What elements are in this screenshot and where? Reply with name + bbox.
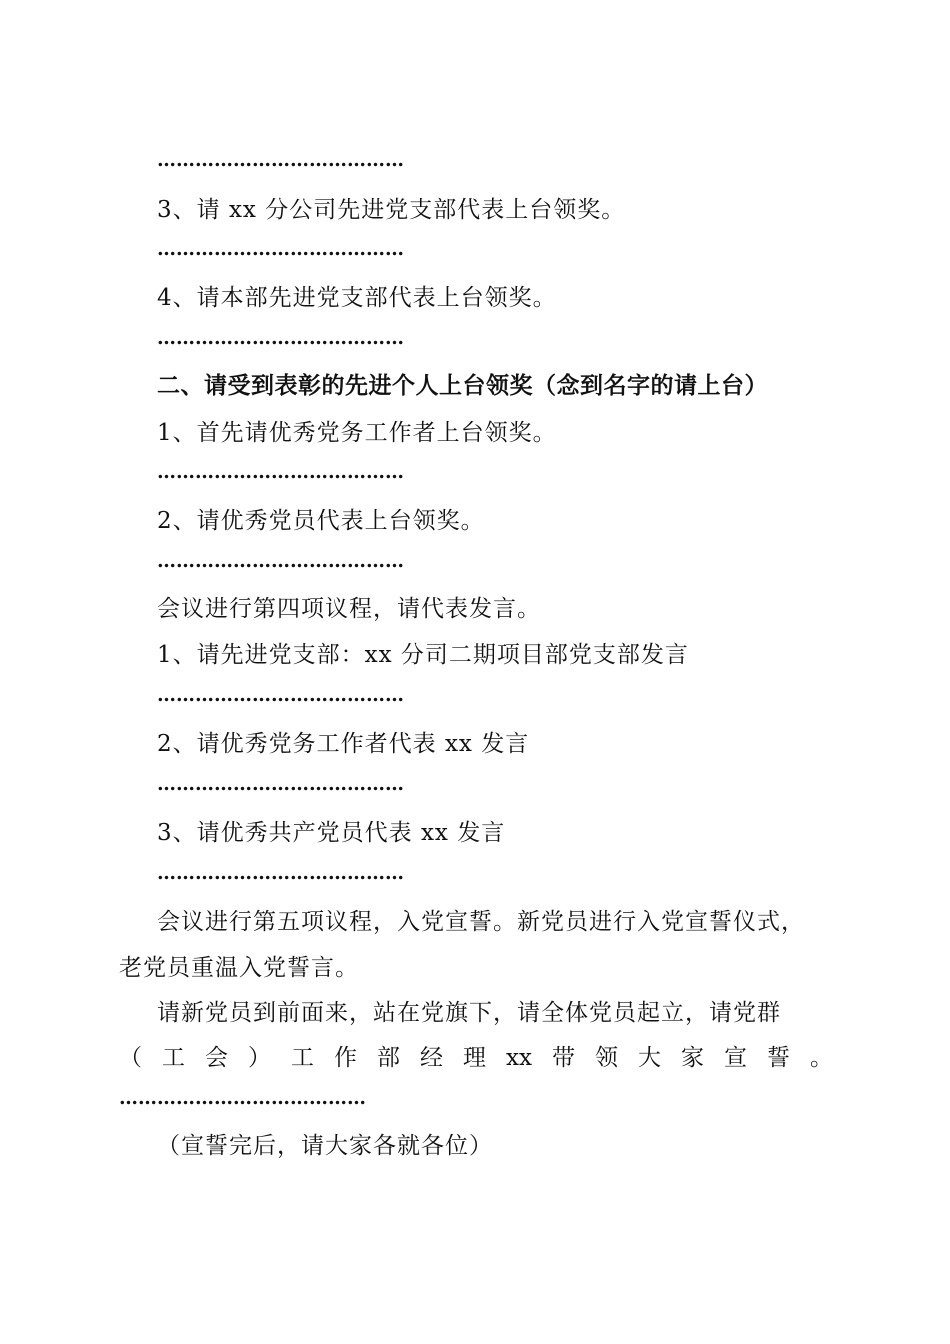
paragraph-award-branch-company: 3、请 xx 分公司先进党支部代表上台领奖。 bbox=[157, 197, 626, 223]
char: 带 bbox=[551, 1045, 575, 1071]
paragraph-award-party-members: 2、请优秀党员代表上台领奖。 bbox=[157, 508, 485, 534]
char: 誓 bbox=[766, 1045, 790, 1071]
char: xx bbox=[506, 1045, 532, 1071]
char: 会 bbox=[205, 1045, 228, 1071]
ellipsis-line: ………………………………… bbox=[157, 550, 404, 572]
paragraph-agenda-item-five: 会议进行第五项议程，入党宣誓。新党员进行入党宣誓仪式， bbox=[157, 909, 805, 935]
char: 部 bbox=[377, 1045, 400, 1071]
char: 。 bbox=[809, 1045, 833, 1071]
paragraph-speech-party-worker: 2、请优秀党务工作者代表 xx 发言 bbox=[157, 731, 530, 757]
char: 大 bbox=[637, 1045, 661, 1071]
char: （ bbox=[119, 1045, 142, 1071]
paragraph-award-headquarters: 4、请本部先进党支部代表上台领奖。 bbox=[157, 285, 557, 311]
char: 作 bbox=[334, 1045, 357, 1071]
paragraph-agenda-item-five-cont: 老党员重温入党誓言。 bbox=[119, 955, 359, 981]
char: 工 bbox=[291, 1045, 314, 1071]
paragraph-oath-closing-note: （宣誓完后，请大家各就各位） bbox=[157, 1133, 493, 1159]
paragraph-speech-branch: 1、请先进党支部：xx 分司二期项目部党支部发言 bbox=[157, 642, 689, 668]
char: 家 bbox=[680, 1045, 704, 1071]
char: 理 bbox=[463, 1045, 486, 1071]
char: 经 bbox=[420, 1045, 443, 1071]
ellipsis-line: ………………………………… bbox=[157, 684, 404, 706]
char: 宣 bbox=[723, 1045, 747, 1071]
ellipsis-line: ………………………………… bbox=[157, 773, 404, 795]
section-heading-individual-awards: 二、请受到表彰的先进个人上台领奖（念到名字的请上台） bbox=[157, 373, 768, 399]
ellipsis-line: ………………………………… bbox=[157, 461, 404, 483]
paragraph-agenda-item-four: 会议进行第四项议程，请代表发言。 bbox=[157, 596, 541, 622]
ellipsis-line: ………………………………… bbox=[157, 149, 404, 171]
char: ） bbox=[248, 1045, 271, 1071]
char: 领 bbox=[594, 1045, 618, 1071]
ellipsis-line: ………………………………… bbox=[157, 238, 404, 260]
paragraph-oath-instructions-cont bbox=[119, 1043, 833, 1073]
paragraph-speech-party-member: 3、请优秀共产党员代表 xx 发言 bbox=[157, 820, 506, 846]
paragraph-award-party-workers: 1、首先请优秀党务工作者上台领奖。 bbox=[157, 420, 557, 446]
ellipsis-line: ………………………………… bbox=[157, 862, 404, 884]
paragraph-oath-instructions: 请新党员到前面来，站在党旗下，请全体党员起立，请党群 bbox=[157, 1000, 781, 1026]
ellipsis-line: ………………………………… bbox=[157, 327, 404, 349]
ellipsis-line: ………………………………… bbox=[119, 1087, 366, 1109]
char: 工 bbox=[162, 1045, 185, 1071]
